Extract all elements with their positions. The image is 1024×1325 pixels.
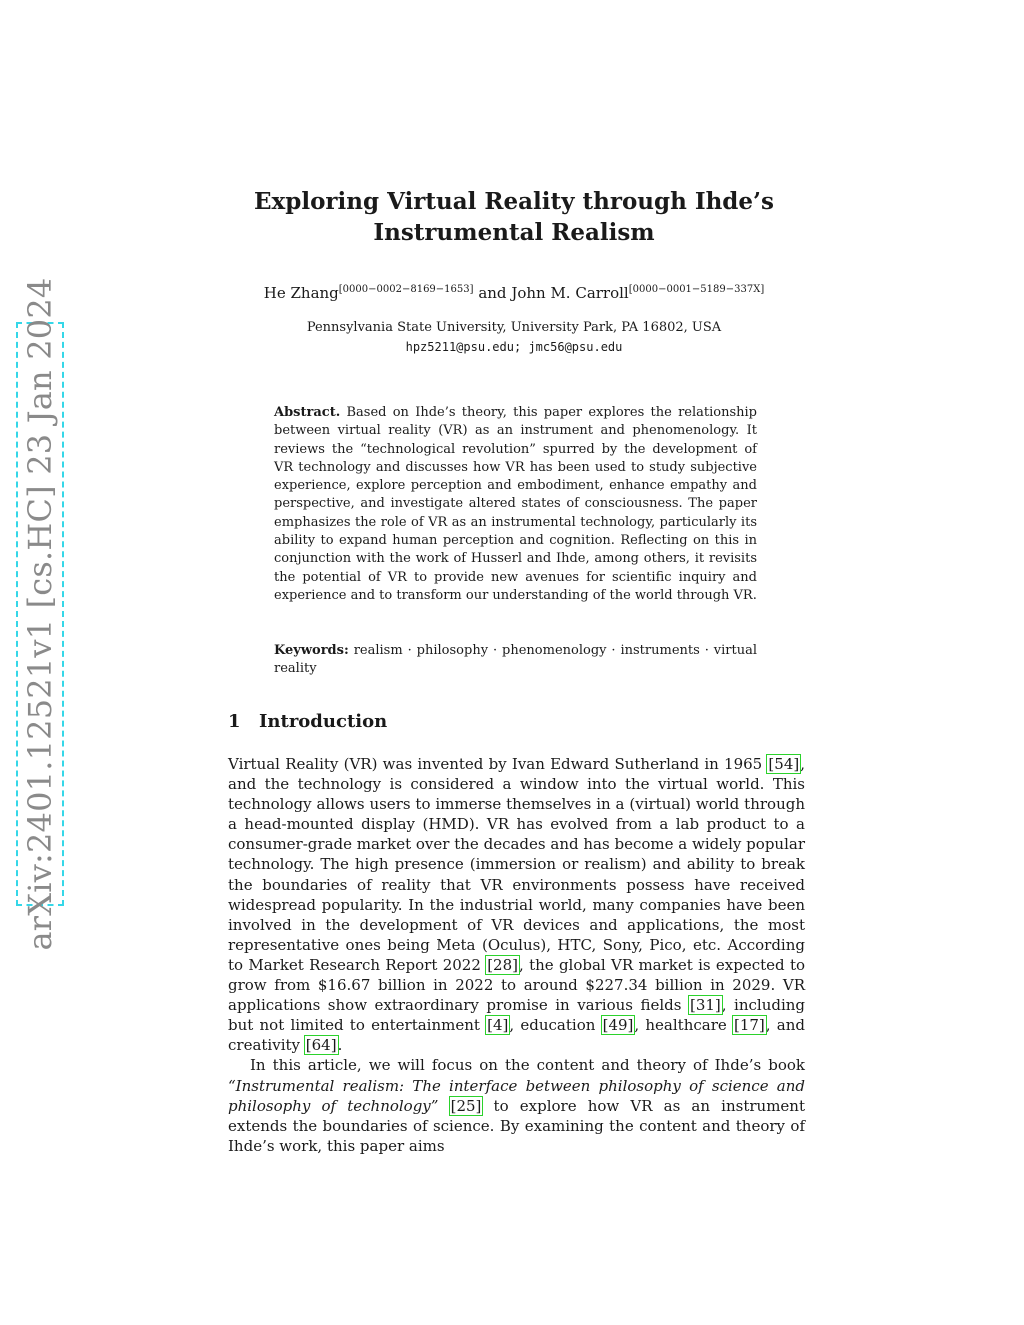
citation-link[interactable]: [4] [487,1016,509,1035]
keywords [274,642,757,679]
citation-link[interactable]: [49] [602,1016,634,1035]
section-title: Introduction [259,711,388,732]
text-run: , including but not limited to entertainment [228,996,806,1035]
citation-link[interactable]: [25] [450,1096,482,1115]
text-run [438,1097,449,1115]
text-run: Virtual Reality (VR) was invented by Ivan Edward Sutherland in 1965 [228,755,768,773]
paragraph [228,754,805,1055]
author-orcid[interactable]: [0000−0002−8169−1653] [338,284,474,295]
abstract-text: Based on Ihde’s theory, this paper explores the relationship between virtual reality (VR) as an instrument and phenomenology. It reviews the “technological revolution” spurred by the development of VR technology and discusses how VR has been used to study subjective experience, explore perception and embodiment, enhance empathy and perspective, and investigate altered states of consciousness. The paper emphasizes the role of VR as an instrumental technology, particularly its ability to expand human perception and cognition. Reflecting on this in conjunction with the work of Husserl and Ihde, among others, it revisits the potential of VR to provide new avenues for scientific inquiry and experience and to transform our understanding of the world through VR. [274,405,757,603]
paper-title [224,186,804,248]
arxiv-id[interactable]: arXiv:2401.12521v1 [cs.HC] 23 Jan 2024 [21,277,59,951]
text-run: , and creativity [228,1016,805,1055]
citation-link[interactable]: [54] [768,755,800,773]
citation-link[interactable]: [28] [487,955,518,974]
citation-link[interactable]: [17] [733,1016,765,1035]
arxiv-stamp [16,277,64,951]
title-line-2: Instrumental Realism [373,219,655,246]
text-run: , and the technology is considered a window into the virtual world. This technology allows users to immerse themselves in a (virtual) world through a head-mounted display (HMD). VR has evolved from a lab product to a consumer-grade market over the decades and has become a widely popular technology. The high presence (immersion or realism) and ability to break the boundaries of reality that VR environments possess have received widespread popularity. In the industrial world, many companies have been involved in the development of VR devices and applications, the most representative ones being Meta (Oculus), HTC, Sony, Pico, etc. According to Market Research Report 2022 [228,755,805,974]
keywords-text: realism · philosophy · phenomenology · instruments · virtual reality [274,643,757,677]
text-run: , education [509,1016,602,1035]
author-name: John M. Carroll [511,284,629,302]
body-text [228,754,805,1156]
paragraph [228,1055,805,1155]
author-conjunction: and [478,284,507,302]
text-run: In this article, we will focus on the content and theory of Ihde’s book [250,1056,805,1075]
email-link[interactable]: hpz5211@psu.edu [405,340,514,354]
text-run: to explore how VR as an instrument extends the boundaries of science. By examining the content and theory of Ihde’s work, this paper aims [228,1096,805,1155]
title-line-1: Exploring Virtual Reality through Ihde’s [254,188,774,215]
citation-link[interactable]: [64] [305,1036,337,1055]
keywords-label: Keywords: [274,643,349,658]
text-run: . [337,1036,343,1055]
section-number: 1 [228,711,241,732]
email-link[interactable]: jmc56@psu.edu [528,340,623,354]
author-list [224,284,804,302]
citation-link[interactable]: [31] [689,996,721,1015]
email-line [224,340,804,354]
text-run: , healthcare [634,1016,733,1035]
author-orcid[interactable]: [0000−0001−5189−337X] [628,284,765,295]
abstract [274,404,757,605]
section-heading [228,711,387,732]
affiliation: Pennsylvania State University, University Park, PA 16802, USA [306,320,722,335]
email-separator: ; [513,340,522,354]
abstract-label: Abstract. [274,405,341,420]
book-title: “Instrumental realism: The interface between philosophy of science and philosophy of technology” [228,1076,805,1115]
author-name: He Zhang [263,284,339,302]
text-run: , the global VR market is expected to grow from $16.67 billion in 2022 to around $227.34 billion in 2029. VR applications show extraordinary promise in various fields [228,955,806,1015]
